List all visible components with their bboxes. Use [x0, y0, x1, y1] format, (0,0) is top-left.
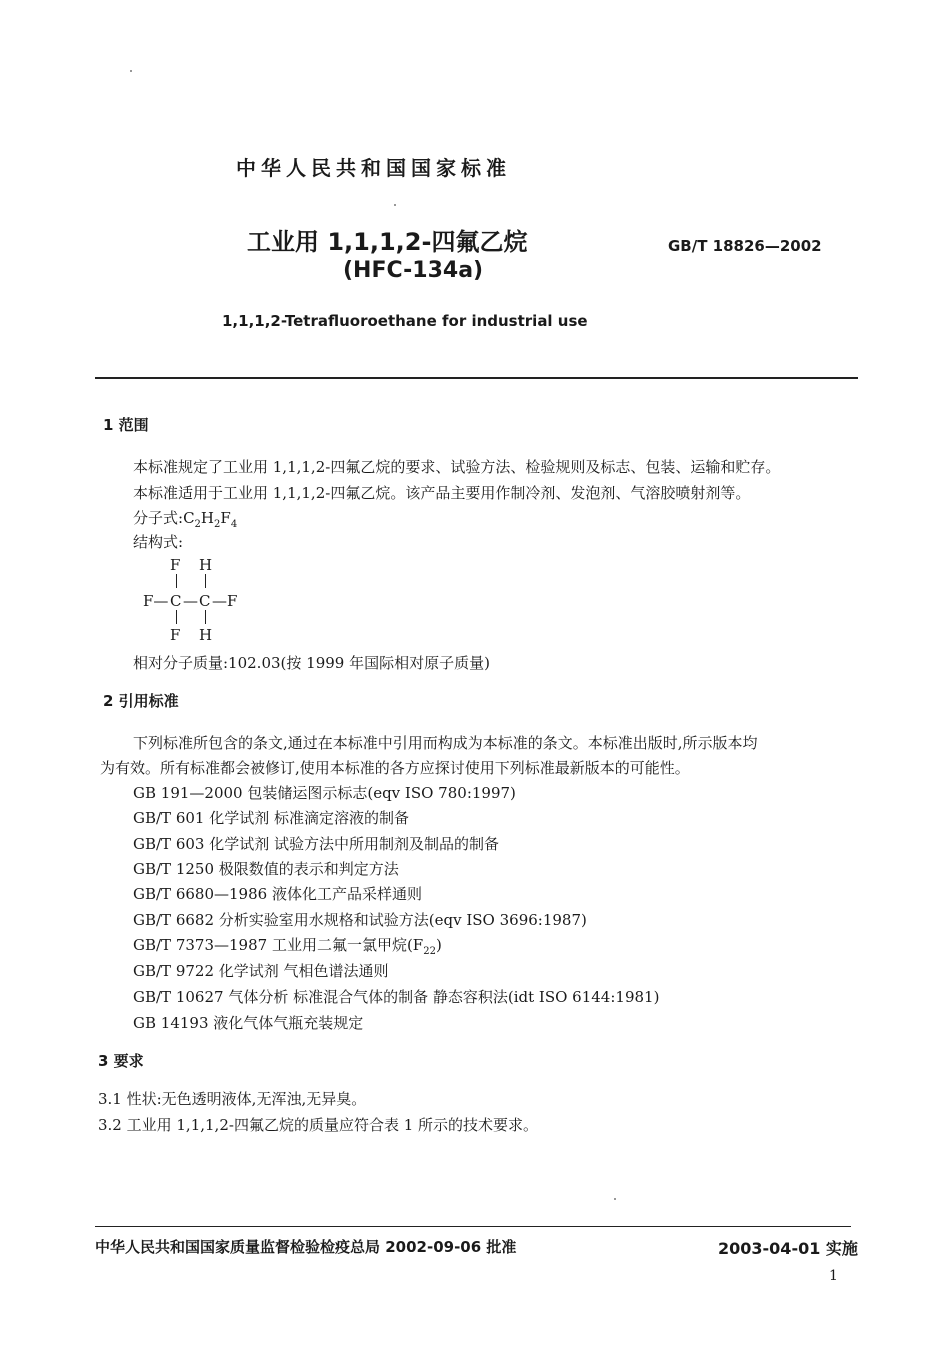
- formula-label: 分子式:: [133, 509, 184, 527]
- structural-formula: [140, 552, 250, 648]
- bond-bottom-right: [205, 610, 206, 624]
- bond-top-right: [205, 574, 206, 588]
- formula-c-sub: 2: [194, 519, 201, 530]
- scan-speck: [130, 70, 132, 72]
- atom-c2: C: [199, 592, 211, 610]
- requirement-item: 3.2 工业用 1,1,1,2-四氟乙烷的质量应符合表 1 所示的技术要求。: [98, 1116, 539, 1134]
- issuing-authority: 中华人民共和国国家质量监督检验检疫总局 2002-09-06 批准: [95, 1238, 517, 1256]
- national-standard-header: 中华人民共和国国家标准: [236, 156, 511, 180]
- reference-item: GB/T 9722 化学试剂 气相色谱法通则: [133, 962, 389, 980]
- molecular-formula: [133, 507, 237, 530]
- reference-item: GB/T 603 化学试剂 试验方法中所用制剂及制品的制备: [133, 835, 500, 853]
- atom-h-bottom: H: [199, 626, 213, 644]
- atom-f-bottom: F: [170, 626, 181, 644]
- atom-f-left: F—: [143, 592, 169, 610]
- reference-text: GB/T 7373—1987 工业用二氟一氯甲烷(F: [133, 936, 424, 954]
- reference-item: GB 14193 液化气体气瓶充装规定: [133, 1014, 364, 1032]
- section-3-heading: 3 要求: [98, 1052, 144, 1070]
- section-1-paragraph: 本标准适用于工业用 1,1,1,2-四氟乙烷。该产品主要用作制冷剂、发泡剂、气溶胶喷射剂等。: [133, 484, 751, 502]
- reference-item: GB/T 601 化学试剂 标准滴定溶液的制备: [133, 809, 409, 827]
- reference-subscript: 22: [423, 946, 436, 957]
- formula-f: F: [220, 509, 231, 527]
- reference-item: GB/T 1250 极限数值的表示和判定方法: [133, 860, 399, 878]
- bond-c-c: —: [183, 592, 198, 610]
- scan-speck: [614, 1198, 616, 1200]
- requirement-item: 3.1 性状:无色透明液体,无浑浊,无异臭。: [98, 1090, 367, 1108]
- atom-f-right: —F: [212, 592, 238, 610]
- section-1-heading: 1 范围: [103, 416, 149, 434]
- section-2-paragraph: 下列标准所包含的条文,通过在本标准中引用而构成为本标准的条文。本标准出版时,所示版本均: [133, 734, 758, 752]
- section-2-heading: 2 引用标准: [103, 692, 179, 710]
- formula-h-sub: 2: [214, 519, 221, 530]
- scan-speck: [394, 204, 396, 206]
- formula-f-sub: 4: [230, 519, 238, 530]
- relative-molecular-mass: 相对分子质量:102.03(按 1999 年国际相对原子质量): [133, 654, 490, 672]
- reference-item: GB/T 6680—1986 液体化工产品采样通则: [133, 885, 422, 903]
- document-subtitle: (HFC-134a): [343, 258, 484, 283]
- header-divider: [95, 377, 858, 379]
- bond-bottom-left: [176, 610, 177, 624]
- english-title: 1,1,1,2-Tetrafluoroethane for industrial use: [222, 312, 588, 330]
- atom-f-top: F: [170, 556, 181, 574]
- section-1-paragraph: 本标准规定了工业用 1,1,1,2-四氟乙烷的要求、试验方法、检验规则及标志、包装、运输和贮存。: [133, 458, 781, 476]
- reference-item: [133, 934, 442, 957]
- formula-c: C: [183, 509, 195, 527]
- implementation-date: 2003-04-01 实施: [718, 1239, 858, 1258]
- footer-divider: [95, 1226, 851, 1227]
- atom-c1: C: [170, 592, 182, 610]
- bond-top-left: [176, 574, 177, 588]
- standard-code: GB/T 18826—2002: [668, 237, 822, 255]
- reference-tail: ): [435, 936, 442, 954]
- atom-h-top: H: [199, 556, 213, 574]
- reference-item: GB 191—2000 包装储运图示标志(eqv ISO 780:1997): [133, 784, 516, 802]
- formula-h: H: [200, 509, 215, 527]
- structure-label: 结构式:: [133, 533, 184, 551]
- document-title: 工业用 1,1,1,2-四氟乙烷: [247, 228, 528, 256]
- reference-item: GB/T 10627 气体分析 标准混合气体的制备 静态容积法(idt ISO 6144:1981): [133, 988, 660, 1006]
- reference-item: GB/T 6682 分析实验室用水规格和试验方法(eqv ISO 3696:1987): [133, 911, 587, 929]
- section-2-paragraph: 为有效。所有标准都会被修订,使用本标准的各方应探讨使用下列标准最新版本的可能性。: [100, 759, 690, 777]
- page-number: 1: [829, 1268, 838, 1284]
